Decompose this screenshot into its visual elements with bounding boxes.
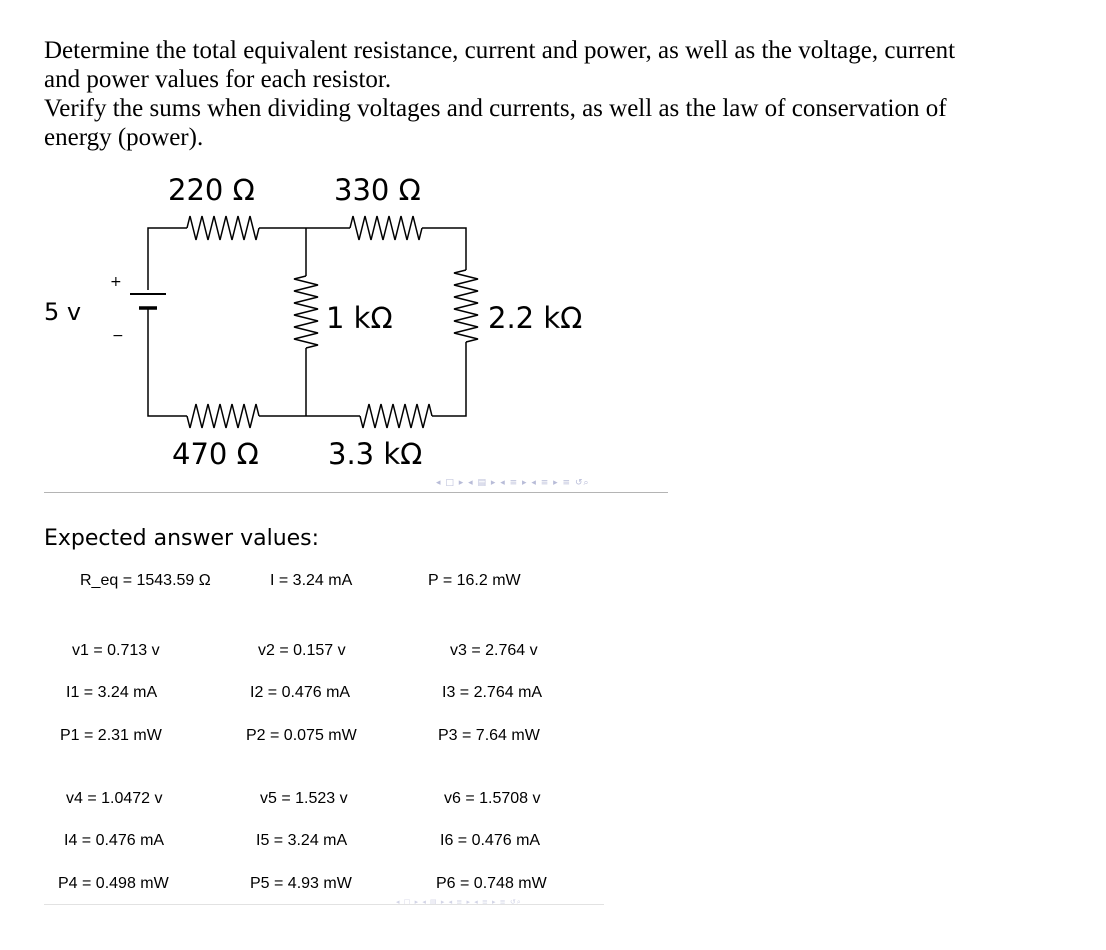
answer-v2: v2 = 0.157 v — [258, 642, 346, 659]
answer-v3: v3 = 2.764 v — [450, 642, 538, 659]
answer-i3: I3 = 2.764 mA — [442, 684, 543, 701]
answer-i5: I5 = 3.24 mA — [256, 832, 348, 849]
resistor-330-label: 330 Ω — [334, 173, 421, 207]
slide-nav-controls[interactable]: ◂ □ ▸ ◂ ▤ ▸ ◂ ≡ ▸ ◂ ≡ ▸ ≡ ↺⌕ — [436, 478, 590, 488]
answer-p3: P3 = 7.64 mW — [438, 727, 540, 744]
problem-line-4: energy (power). — [44, 124, 204, 151]
resistor-470-label: 470 Ω — [172, 437, 259, 471]
plus-sign: + — [110, 274, 122, 290]
resistor-2-2k — [454, 270, 478, 342]
slide-nav-controls-bottom[interactable]: ◂ □ ▸ ◂ ▤ ▸ ◂ ≡ ▸ ◂ ≡ ▸ ≡ ↺⌕ — [396, 898, 522, 906]
answer-p6: P6 = 0.748 mW — [436, 875, 547, 892]
source-voltage-label: 5 v — [44, 298, 82, 326]
answer-p4: P4 = 0.498 mW — [58, 875, 169, 892]
answer-req: R_eq = 1543.59 Ω — [80, 572, 211, 589]
wire-top-right — [422, 228, 466, 270]
answer-total-current: I = 3.24 mA — [270, 572, 353, 589]
answer-i1: I1 = 3.24 mA — [66, 684, 158, 701]
wire-bottom-left — [148, 318, 187, 416]
resistor-220-label: 220 Ω — [168, 173, 255, 207]
problem-line-2: and power values for each resistor. — [44, 66, 392, 93]
answer-v1: v1 = 0.713 v — [72, 642, 160, 659]
answer-p1: P1 = 2.31 mW — [60, 727, 162, 744]
resistor-1k-label: 1 kΩ — [326, 301, 393, 335]
answers-heading: Expected answer values: — [44, 526, 320, 551]
answer-total-power: P = 16.2 mW — [428, 572, 521, 589]
divider-bottom — [44, 904, 604, 905]
answer-i4: I4 = 0.476 mA — [64, 832, 165, 849]
circuit-diagram — [0, 0, 700, 490]
answer-p2: P2 = 0.075 mW — [246, 727, 357, 744]
answer-p5: P5 = 4.93 mW — [250, 875, 352, 892]
resistor-470 — [187, 404, 259, 428]
answer-v5: v5 = 1.523 v — [260, 790, 348, 807]
problem-line-3: Verify the sums when dividing voltages and currents, as well as the law of conservation of — [44, 95, 947, 122]
problem-line-1: Determine the total equivalent resistance, current and power, as well as the voltage, current — [44, 37, 956, 64]
answer-i6: I6 = 0.476 mA — [440, 832, 541, 849]
resistor-220 — [187, 216, 259, 240]
answer-v6: v6 = 1.5708 v — [444, 790, 541, 807]
resistor-3-3k — [360, 404, 432, 428]
minus-sign: − — [112, 328, 124, 344]
resistor-3-3k-label: 3.3 kΩ — [328, 437, 423, 471]
divider — [44, 492, 668, 493]
answer-i2: I2 = 0.476 mA — [250, 684, 351, 701]
resistor-1k — [294, 276, 318, 348]
resistor-330 — [350, 216, 422, 240]
answer-v4: v4 = 1.0472 v — [66, 790, 163, 807]
resistor-2-2k-label: 2.2 kΩ — [488, 301, 583, 335]
wire-top-left — [148, 228, 187, 290]
wire-right-bottom — [432, 342, 466, 416]
